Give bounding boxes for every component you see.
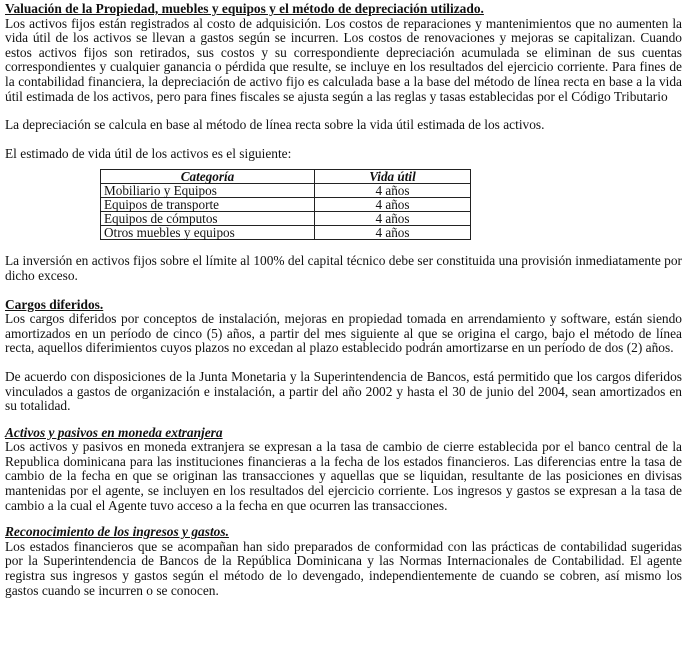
cell-categoria: Otros muebles y equipos (101, 226, 315, 240)
table-row (101, 184, 471, 198)
table-row (101, 226, 471, 240)
paragraph-junta-monetaria: De acuerdo con disposiciones de la Junta Monetaria y la Superintendencia de Bancos, está permitido que los cargos diferidos vinculados a gastos de organización e instalación, a partir del año 2002 y hasta el 30 de junio del 2004, sean amortizados en su totalidad. (5, 368, 682, 414)
section-title-moneda-extranjera: Activos y pasivos en moneda extranjera (5, 424, 223, 440)
section-title-propiedad: Valuación de la Propiedad, muebles y equipos y el método de depreciación utilizado. (5, 1, 484, 16)
cell-vida-util: 4 años (315, 226, 471, 240)
paragraph-inversion: La inversión en activos fijos sobre el límite al 100% del capital técnico debe ser constituida una provisión inmediatamente por dicho exceso. (5, 253, 682, 283)
vida-util-table (100, 169, 471, 240)
paragraph-ingresos-gastos: Los estados financieros que se acompañan han sido preparados de conformidad con las prácticas de contabilidad sugeridas por la Superintendencia de Bancos de la República Dominicana y las Normas Internacionales de Contabilidad. El agente registra sus ingresos y gastos según el método de lo devengado, independientemente de cuando se cobren, así mismo los gastos cuando se incurren o se conocen. (5, 538, 682, 598)
paragraph-depreciacion: La depreciación se calcula en base al método de línea recta sobre la vida útil estimada de los activos. (5, 117, 545, 133)
section-title-ingresos-gastos: Reconocimiento de los ingresos y gastos. (5, 524, 229, 540)
cell-categoria: Mobiliario y Equipos (101, 184, 315, 198)
paragraph-cargos-diferidos: Los cargos diferidos por conceptos de instalación, mejoras en propiedad tomada en arrendamiento y software, están siendo amortizados en un período de cinco (5) años, a partir del mes siguiente al que se origina el cargo, bajo el método de línea recta, aquellos diferimientos cuyos plazos no excedan al plazo establecido podrán amortizarse en un período de dos (2) años. (5, 311, 682, 356)
cell-vida-util: 4 años (315, 184, 471, 198)
table-row (101, 212, 471, 226)
cell-categoria: Equipos de cómputos (101, 212, 315, 226)
paragraph-vida-util-intro: El estimado de vida útil de los activos es el siguiente: (5, 145, 292, 161)
table-header-row (101, 170, 471, 184)
cell-vida-util: 4 años (315, 198, 471, 212)
section-title-cargos-diferidos: Cargos diferidos. (5, 296, 104, 312)
paragraph-activos-fijos: Los activos fijos están registrados al costo de adquisición. Los costos de reparaciones y mantenimientos que no aumenten la vida útil de los activos se llevan a gastos según se incurren. Los costos de renovaciones y mejoras se capitalizan. Cuando estos activos fijos son retirados, sus costos y su correspondiente depreciación acumulada se eliminan de sus cuentas correspondientes y cualquier ganancia o pérdida que resulte, se incluye en los resultados del ejercicio corriente. Para fines de la contabilidad financiera, la depreciación de activo fijo es calculada base a la base del método de línea recta en base a la vida útil estimada de los activos, pero para fines fiscales se ajusta según a las reglas y tasas establecidas por el Código Tributario (5, 15, 682, 104)
paragraph-moneda-extranjera: Los activos y pasivos en moneda extranjera se expresan a la tasa de cambio de cierre establecida por el banco central de la Republica dominicana para las instituciones financieras a la fecha de los estados financieros. Las diferencias entre la tasa de cambio de la fecha en que se originan las transacciones y aquellas que se liquidan, resultante de las posiciones en divisas mantenidas por el agente, se incluyen en los resultados del ejercicio corriente. Los ingresos y gastos se expresan a la tasa de cambio a la cual el Agente tuvo acceso a la fecha en que ocurren las transacciones. (5, 439, 682, 513)
table-row (101, 198, 471, 212)
header-vida-util: Vida útil (315, 170, 471, 184)
cell-vida-util: 4 años (315, 212, 471, 226)
cell-categoria: Equipos de transporte (101, 198, 315, 212)
header-categoria: Categoría (101, 170, 315, 184)
